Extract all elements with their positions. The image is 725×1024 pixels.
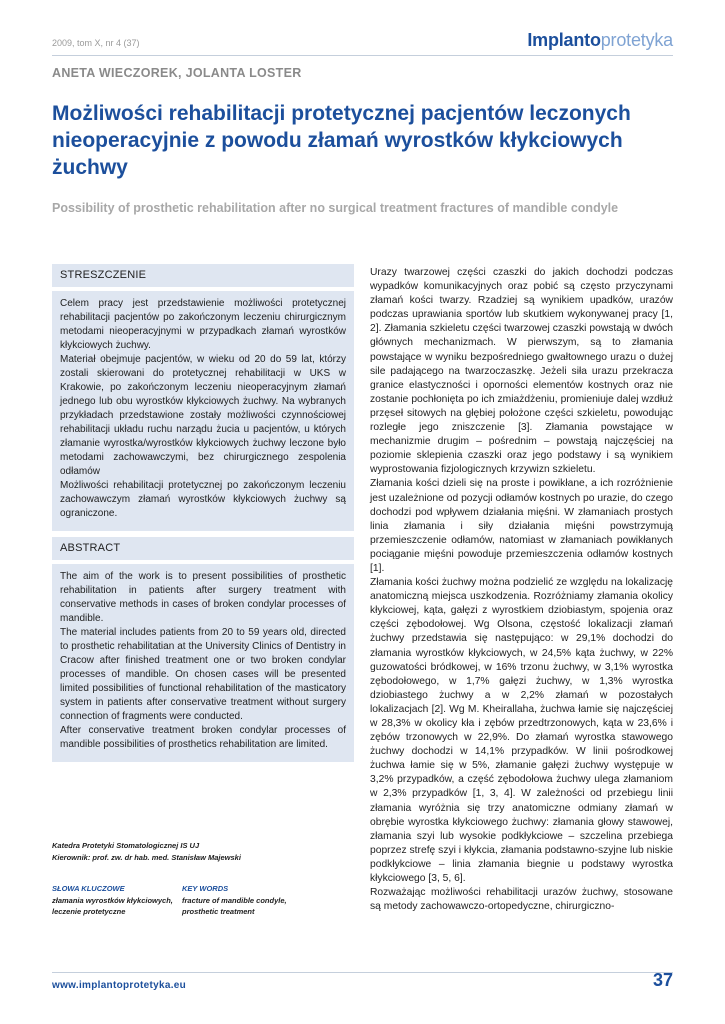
journal-url[interactable]: www.implantoprotetyka.eu — [52, 980, 187, 991]
abstract-box — [52, 537, 354, 762]
body-paragraph: Złamania kości żuchwy można podzielić ze względu na lokalizację anatomiczną miejsca uszkodzenia. Rozróżniamy złamania okolicy kłykciowej, kąta, gałęzi z wyrostkiem dziobiastym, spojenia oraz części zębodołowej. Wg Olsona, częstość lokalizacji złamań żuchwy przedstawia się następująco: w 29,1% dochodzi do złamania wyrostków kłykciowych, w 24,5% kąta żuchwy, w 22% guzowatości bródkowej, w 16% trzonu żuchwy, w 3,1% wyrostka zębodołowego, w 1,7% gałęzi żuchwy, w 1,3% wyrostka dziobiastego żuchwy a w 2,2% złamań w pozostałych lokalizacjach [2]. Wg M. Kheirallaha, żuchwa łamie się najczęściej w 28,3% w okolicy kła i zębów przedtrzonowych, kąta w 23,6% i zębów trzonowych w 22,9%. Do złamań wyrostka stawowego żuchwy dochodzi w 14,1% przypadków. W linii pośrodkowej żuchwa łamie się w 5%, złamanie gałęzi żuchwy występuje w 3,2% przypadków, a część zębodołowa żuchwy ulega złamaniom w 2,3% przypadków [1, 3, 4]. W zależności od przebiegu linii złamania wyróżnia się trzy anatomiczne odmiany złamań w obrębie wyrostka kłykciowego żuchwy: złamania głowy stawowej, złamania szyi lub wysokie podkłykciowe – szczelina przebiega poprzez strefę szyi i kłykcia, złamania podstawno-szyjne lub niskie podkłykciowe – linia złamania biegnie u podstawy wyrostka kłykciowego [3, 5, 6]. — [370, 577, 673, 885]
streszczenie-paragraph: Celem pracy jest przedstawienie możliwości protetycznej rehabilitacji pacjentów po zakończonym leczeniu chirurgicznym metodami nieoperacyjnymi w przypadkach złamań wyrostków kłykciowych żuchwy. — [60, 298, 346, 351]
article-title: Możliwości rehabilitacji protetycznej pacjentów leczonych nieoperacyjnie z powodu złamań wyrostków kłykciowych żuchwy — [52, 102, 631, 179]
issue-info: 2009, tom X, nr 4 (37) — [52, 38, 140, 48]
authors: ANETA WIECZOREK, JOLANTA LOSTER — [52, 66, 302, 80]
streszczenie-body — [52, 291, 354, 531]
affiliation-department: Katedra Protetyki Stomatologicznej IS UJ — [52, 841, 200, 850]
footer-divider — [52, 972, 673, 973]
keywords-pl — [52, 883, 182, 917]
keywords-pl-heading: SŁOWA KLUCZOWE — [52, 884, 125, 893]
page-number: 37 — [652, 970, 673, 990]
brand-part-2: protetyka — [600, 30, 673, 50]
abstract-paragraph: The material includes patients from 20 to 59 years old, directed to prosthetic rehabilitatian at the University Clinics of Dentistry in Cracow after finished treatment one or two broken condylar processes of mandible. On chosen cases will be presented limited possibilities of functional rehabilitation of the masticatory system in patients after conservative treatment without surgery connection of fragments were conducted. — [60, 627, 346, 722]
brand-part-1: Implanto — [527, 30, 601, 50]
affiliation-head: Kierownik: prof. zw. dr hab. med. Stanisław Majewski — [52, 853, 241, 862]
keywords-pl-text: złamania wyrostków kłykciowych, leczenie protetyczne — [52, 896, 173, 916]
keywords-en-text: fracture of mandible condyle, prosthetic treatment — [182, 896, 287, 916]
keywords-en-heading: KEY WORDS — [182, 884, 229, 893]
abstract-paragraph: The aim of the work is to present possibilities of prosthetic rehabilitation in patients after surgery treatment with conservative methods in cases of broken condylar processes of mandible. — [60, 571, 346, 624]
streszczenie-heading: STRESZCZENIE — [52, 264, 354, 291]
body-paragraph: Urazy twarzowej części czaszki do jakich dochodzi podczas wypadków komunikacyjnych oraz pobić są często przyczynami złamań kości twarzy. Rzadziej są wynikiem upadków, urazów podczas uprawiania sportów lub skutkiem wykonywanej pracy [1, 2]. Złamania szkieletu części twarzowej czaszki powstają w dwóch głównych mechanizmach. W pierwszym, są to złamania powstające w wyniku bezpośredniego gwałtownego urazu o dużej sile padającego na twarzoczaszkę. Jeżeli siła urazu przekracza granice elastyczności i oporności elementów kostnych oraz nie zostanie pochłonięta po ich zmiażdżeniu, promieniuje dalej wzdłuż przęseł sitowych na głębiej położone części szkieletu, powodując rozległe jego zniszczenie [3]. Złamania powstające w mechanizmie drugim – pośrednim – powstają najczęściej na poziomie sklepienia czaszki oraz jego podstawy i są wynikiem wyprostowania fizjologicznych krzywizn szkieletu. — [370, 267, 673, 476]
streszczenie-box — [52, 264, 354, 531]
abstract-heading: ABSTRACT — [52, 537, 354, 564]
article-subtitle: Possibility of prosthetic rehabilitation after no surgical treatment fractures of mandible condyle — [52, 201, 619, 215]
body-paragraph: Rozważając możliwości rehabilitacji urazów żuchwy, stosowane są metody zachowawczo-ortopedyczne, chirurgiczno- — [370, 887, 673, 913]
summary-column — [52, 264, 354, 762]
keywords-en — [182, 883, 312, 917]
journal-brand — [527, 30, 673, 51]
streszczenie-paragraph: Możliwości rehabilitacji protetycznej po zakończonym leczeniu zachowawczym złamań wyrostków kłykciowych żuchwy są ograniczone. — [60, 480, 346, 519]
streszczenie-paragraph: Materiał obejmuje pacjentów, w wieku od 20 do 59 lat, którzy zostali skierowani do protetycznej rehabilitacji w UKS w Krakowie, po zakończonym leczeniu nieoperacyjnym złamań jednego lub obu wyrostków kłykciowych żuchwy. Na wybranych przykładach przedstawione zostały możliwości czynnościowej rehabilitacji układu ruchu narządu żucia u pacjentów, u których złamanie wyrostka/wyrostków kłykciowych żuchwy leczone było metodami zachowawczymi, bez chirurgicznego zespolenia odłamów — [60, 354, 346, 477]
body-column — [370, 266, 673, 914]
abstract-body — [52, 564, 354, 762]
affiliation — [52, 840, 352, 864]
header-divider — [52, 55, 673, 56]
abstract-paragraph: After conservative treatment broken condylar processes of mandible possibilities of prosthetics rehabilitation are limited. — [60, 725, 346, 750]
body-paragraph: Złamania kości dzieli się na proste i powikłane, a ich rozróżnienie jest uzależnione od pozycji odłamów kostnych po urazie, do czego dochodzi pod wpływem działania mięśni. W złamaniach prostych linia złamania i siły działania mięśni powstrzymują przemieszczenie odłamów, natomiast w złamaniach powikłanych pociąganie mięśni powoduje przemieszczenia odłamów kostnych [1]. — [370, 478, 673, 574]
